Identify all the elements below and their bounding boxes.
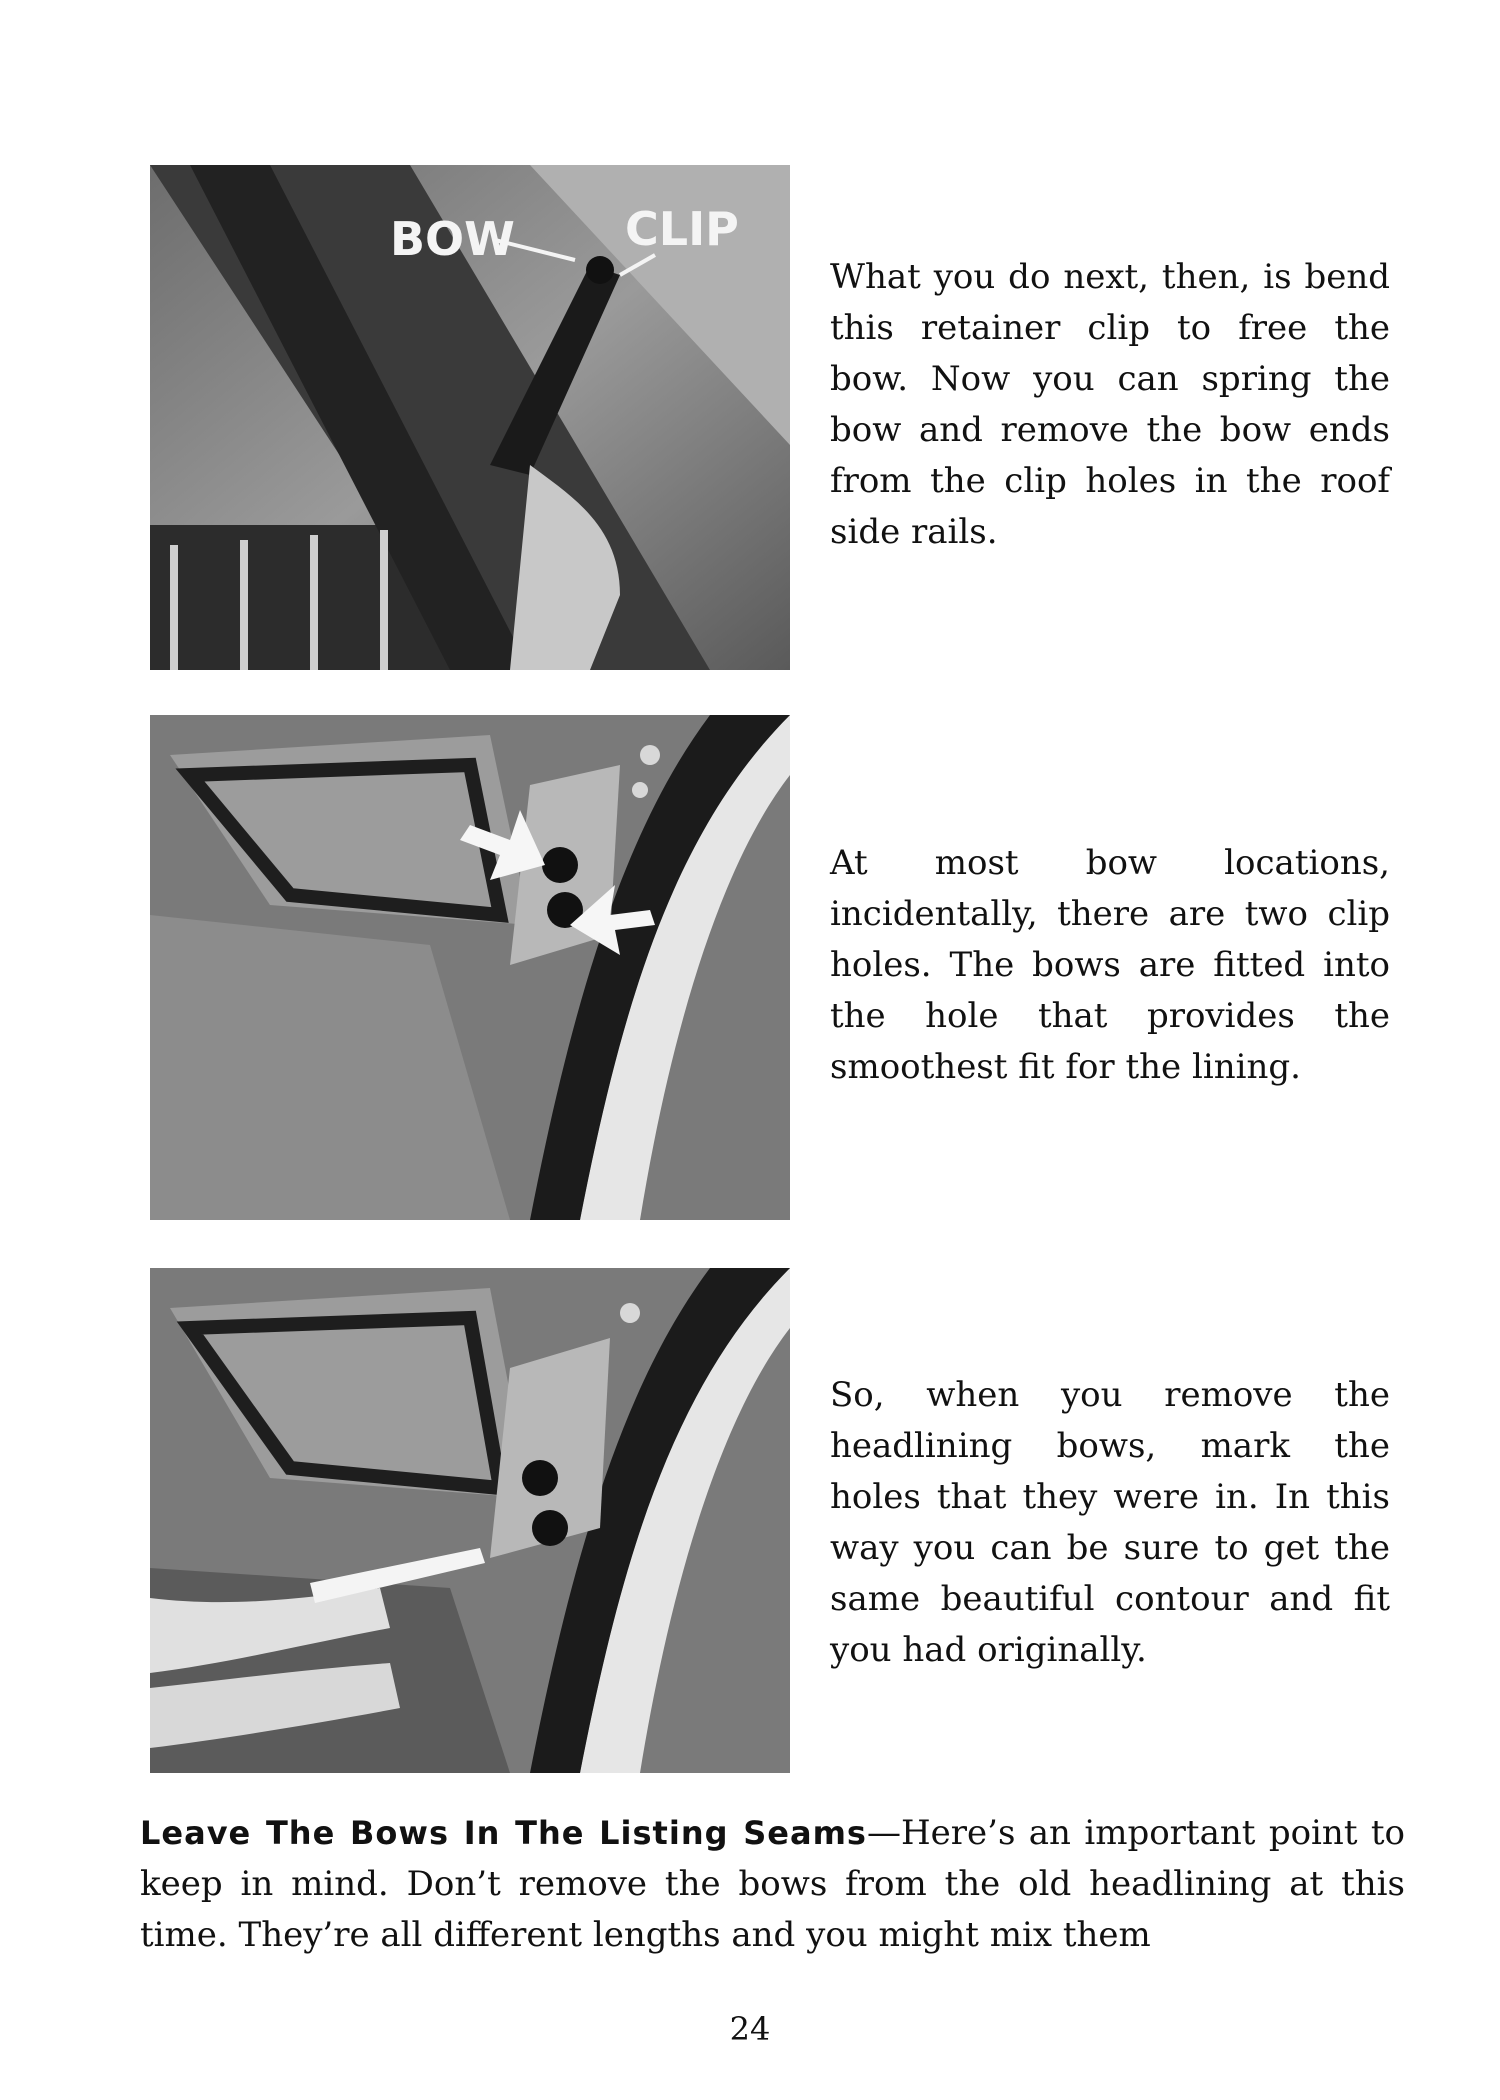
photo-bow-clip [150, 165, 790, 670]
photo-clip-holes [150, 715, 790, 1220]
body-paragraph [140, 1808, 1405, 1961]
clip-label: CLIP [625, 202, 739, 256]
page-number: 24 [729, 2010, 771, 2048]
run-in-heading: Leave The Bows In The Listing Seams [140, 1814, 867, 1852]
body-text: —Here’s an important point to keep in mind. Don’t remove the bows from the old headlining at this time. They’re all different lengths and you might mix them [140, 1813, 1406, 1955]
caption-3: So, when you remove the headlining bows, mark the holes that they were in. In this way you can be sure to get the same beautiful contour and fit you had originally. [830, 1375, 1390, 1670]
photo-marking-holes [150, 1268, 790, 1773]
caption-1: What you do next, then, is bend this retainer clip to free the bow. Now you can spring the bow and remove the bow ends from the clip holes in the roof side rails. [830, 257, 1390, 552]
bow-label: BOW [390, 212, 515, 266]
caption-2: At most bow locations, incidentally, there are two clip holes. The bows are fitted into the hole that provides the smoothest fit for the lining. [830, 843, 1390, 1087]
